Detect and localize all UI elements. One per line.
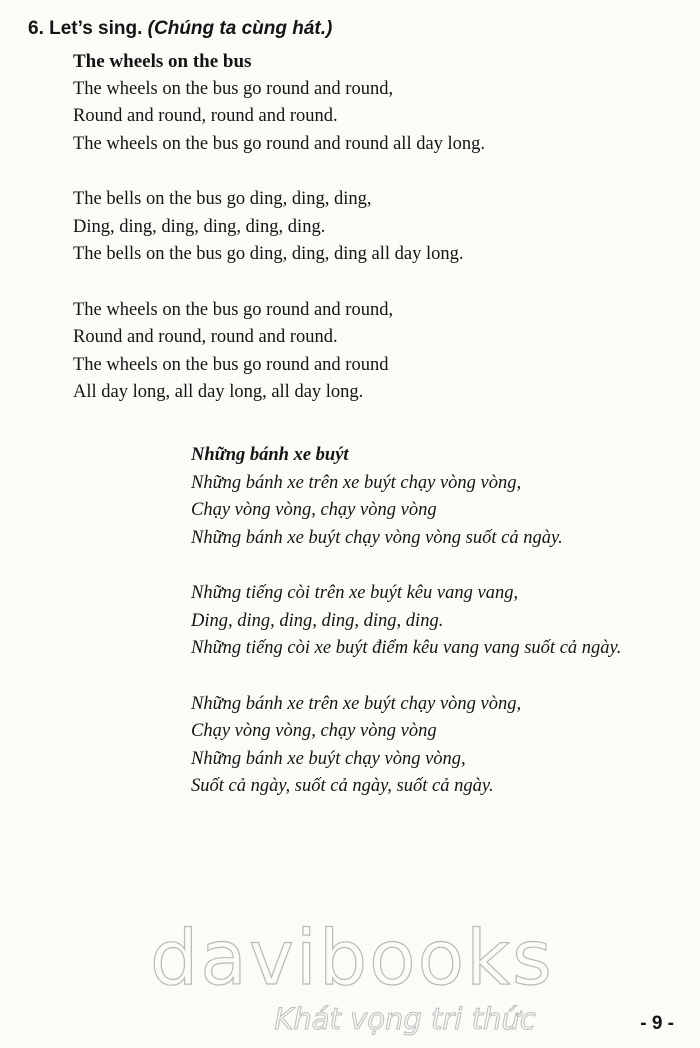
lyric-line: The wheels on the bus go round and round all day long. (73, 133, 486, 154)
lyric-line: Những bánh xe trên xe buýt chạy vòng vòng, (191, 693, 522, 714)
lyric-line: Chạy vòng vòng, chạy vòng vòng (191, 500, 437, 520)
lyric-line: Ding, ding, ding, ding, ding, ding. (73, 216, 326, 237)
stanza (73, 76, 485, 159)
stanza (191, 691, 671, 801)
lyric-line: The wheels on the bus go round and round (73, 354, 389, 375)
exercise-label: 6. Let’s sing. (28, 18, 143, 39)
watermark-brand: davibooks (150, 913, 554, 1002)
song-english-stanzas (73, 76, 485, 407)
song-english (73, 48, 485, 435)
lyric-line: The bells on the bus go ding, ding, ding, (73, 189, 372, 209)
watermark-slogan: Khát vọng tri thức (274, 1002, 536, 1036)
stanza (191, 470, 671, 553)
song-vietnamese-stanzas (191, 470, 671, 801)
exercise-heading (28, 18, 332, 40)
stanza (73, 297, 485, 407)
lyric-line: Những tiếng còi trên xe buýt kêu vang vang, (191, 583, 519, 603)
lyric-line: The wheels on the bus go round and round, (73, 78, 394, 99)
exercise-translation: (Chúng ta cùng hát.) (147, 18, 333, 39)
lyric-line: Chạy vòng vòng, chạy vòng vòng (191, 721, 437, 741)
lyric-line: Những bánh xe buýt chạy vòng vòng suốt cả ngày. (191, 527, 563, 548)
song-title-english: The wheels on the bus (73, 51, 252, 72)
stanza (73, 186, 485, 269)
lyric-line: Những bánh xe buýt chạy vòng vòng, (191, 748, 466, 769)
page-number: - 9 - (640, 1013, 674, 1034)
lyric-line: Những tiếng còi xe buýt điểm kêu vang vang suốt cả ngày. (191, 638, 622, 658)
lyric-line: Những bánh xe trên xe buýt chạy vòng vòng, (191, 472, 522, 493)
lyric-line: The wheels on the bus go round and round, (73, 299, 394, 320)
lyric-line: All day long, all day long, all day long. (73, 382, 364, 402)
lyric-line: Round and round, round and round. (73, 106, 338, 126)
lyric-line: Ding, ding, ding, ding, ding, ding. (191, 610, 444, 631)
lyric-line: Suốt cả ngày, suốt cả ngày, suốt cả ngày. (191, 776, 494, 796)
song-vietnamese (191, 442, 671, 829)
lyric-line: The bells on the bus go ding, ding, ding all day long. (73, 244, 464, 264)
song-title-vietnamese: Những bánh xe buýt (191, 445, 349, 465)
publisher-watermark (150, 913, 554, 1036)
stanza (191, 580, 671, 663)
lyric-line: Round and round, round and round. (73, 327, 338, 347)
